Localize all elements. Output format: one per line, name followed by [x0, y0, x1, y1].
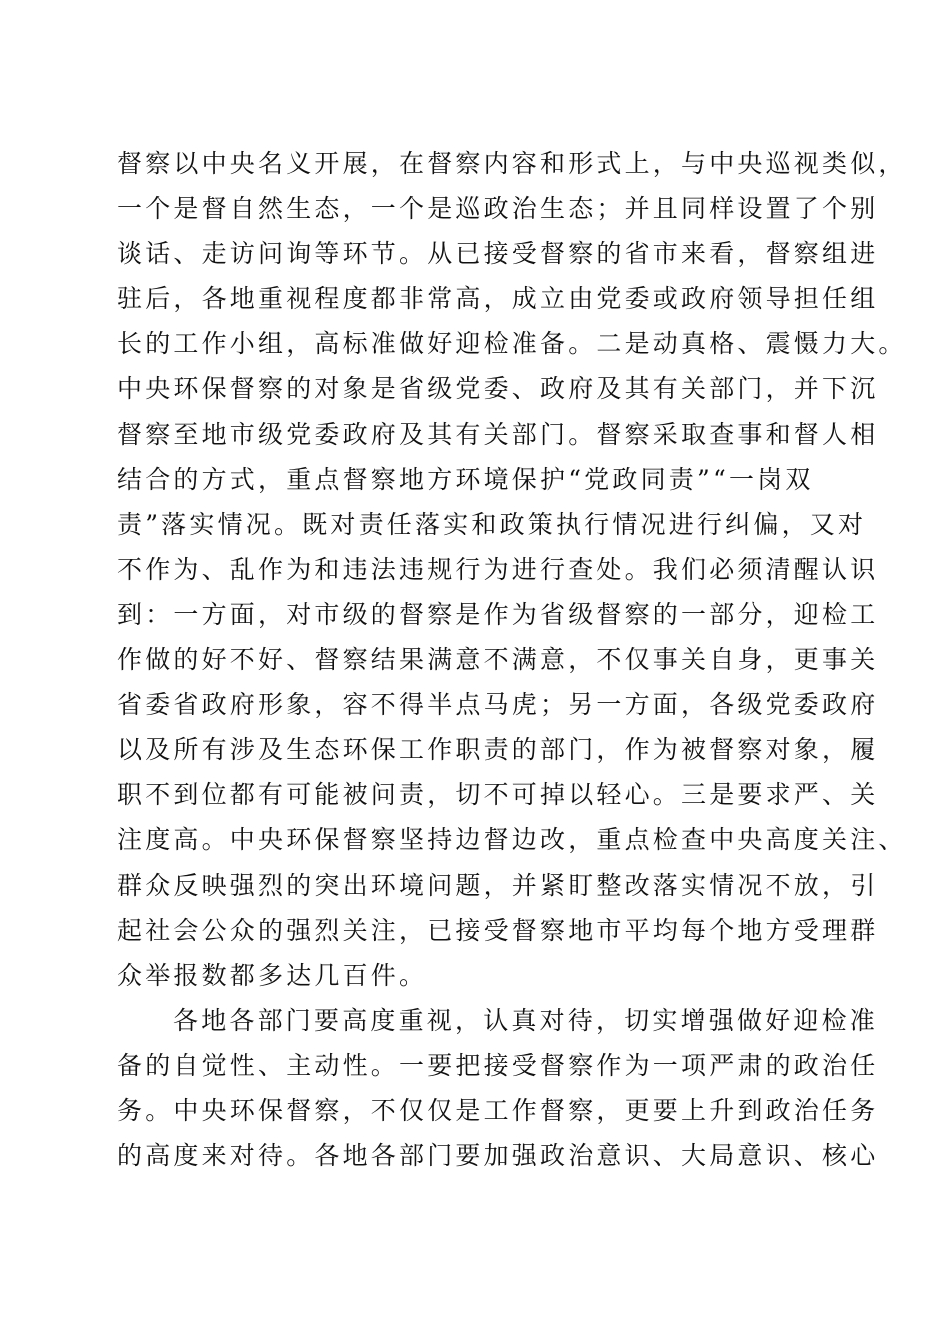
- text-line: 作做的好不好、督察结果满意不满意，不仅事关自身，更事关: [117, 645, 879, 675]
- text-line: 起社会公众的强烈关注，已接受督察地市平均每个地方受理群: [117, 915, 879, 945]
- text-line: 以及所有涉及生态环保工作职责的部门，作为被督察对象，履: [117, 735, 879, 765]
- text-line: 的高度来对待。各地各部门要加强政治意识、大局意识、核心: [117, 1141, 879, 1171]
- text-line: 长的工作小组，高标准做好迎检准备。二是动真格、震慑力大。: [117, 329, 907, 359]
- paragraph-start-line: 各地各部门要高度重视，认真对待，切实增强做好迎检准: [173, 1005, 879, 1035]
- text-line: 一个是督自然生态，一个是巡政治生态；并且同样设置了个别: [117, 194, 879, 224]
- text-line: 谈话、走访问询等环节。从已接受督察的省市来看，督察组进: [117, 239, 879, 269]
- text-line: 驻后，各地重视程度都非常高，成立由党委或政府领导担任组: [117, 284, 879, 314]
- text-line: 群众反映强烈的突出环境问题，并紧盯整改落实情况不放，引: [117, 870, 879, 900]
- text-line: 到：一方面，对市级的督察是作为省级督察的一部分，迎检工: [117, 599, 879, 629]
- text-line: 省委省政府形象，容不得半点马虎；另一方面，各级党委政府: [117, 690, 879, 720]
- text-line: 督察至地市级党委政府及其有关部门。督察采取查事和督人相: [117, 419, 879, 449]
- text-line: 众举报数都多达几百件。: [117, 960, 428, 990]
- text-line: 督察以中央名义开展，在督察内容和形式上，与中央巡视类似，: [117, 149, 907, 178]
- text-line: 不作为、乱作为和违法违规行为进行查处。我们必须清醒认识: [117, 554, 879, 584]
- body-text: [117, 141, 907, 1178]
- text-line: 责”落实情况。既对责任落实和政策执行情况进行纠偏，又对: [117, 509, 867, 539]
- text-line: 注度高。中央环保督察坚持边督边改，重点检查中央高度关注、: [117, 825, 907, 855]
- text-line: 中央环保督察的对象是省级党委、政府及其有关部门，并下沉: [117, 374, 879, 404]
- text-line: 结合的方式，重点督察地方环境保护“党政同责”“一岗双: [117, 464, 814, 494]
- text-line: 备的自觉性、主动性。一要把接受督察作为一项严肃的政治任: [117, 1050, 879, 1080]
- text-line: 务。中央环保督察，不仅仅是工作督察，更要上升到政治任务: [117, 1095, 879, 1125]
- text-line: 职不到位都有可能被问责，切不可掉以轻心。三是要求严、关: [117, 780, 879, 810]
